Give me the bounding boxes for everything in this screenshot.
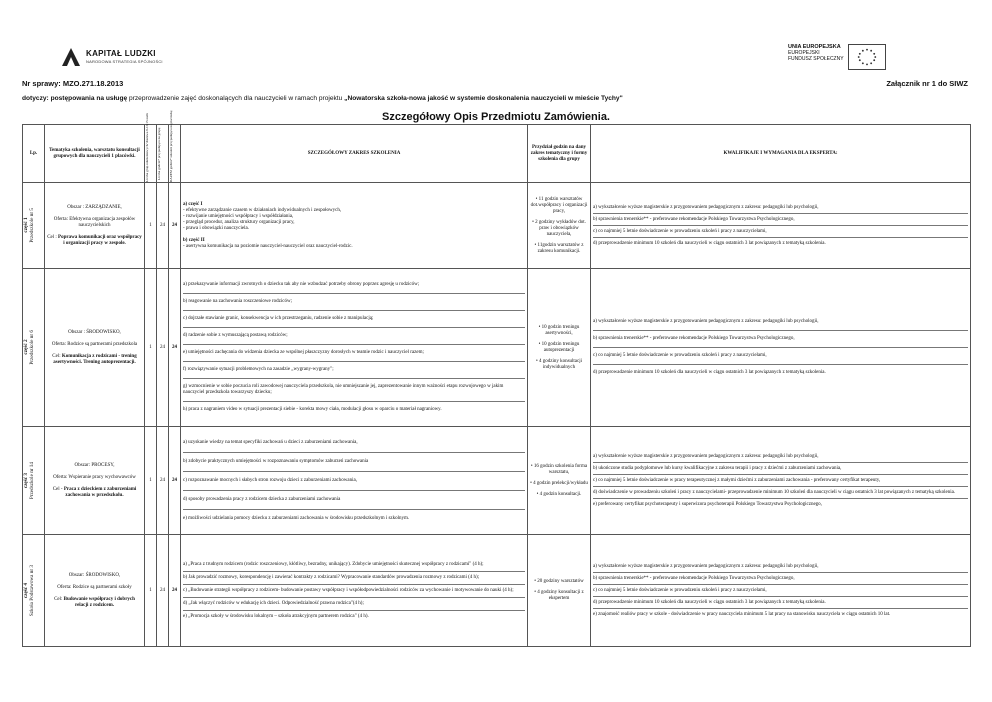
section-1-distribution-item: • 11 godzin warsztatów dot.współpracy i organizacji pracy, bbox=[530, 196, 588, 214]
section-1-qualification: a) wykształcenie wyższe magisterskie z przygotowaniem pedagogicznym z zakresu: pedagogiki lub psychologii, bbox=[593, 202, 968, 214]
section-1-scope-a-title: a) część I bbox=[183, 201, 203, 207]
section-3-qualification: c) co najmniej 5 letnie doświadczenie w pracy terapeutycznej z małymi dziećmi z zaburzeniami zachowania - preferowany certyfikat terapeuty, bbox=[593, 475, 968, 487]
section-1-scope-a-item: - prawa i obowiązki nauczyciela. bbox=[183, 225, 249, 231]
section-2-qualifications bbox=[591, 269, 971, 427]
section-1-total bbox=[169, 183, 181, 269]
section-3-qualification: d) doświadczenie w prowadzeniu szkoleń i pracy z nauczycielami- przeprowadzenie minimum 10 szkoleń dla nauczycieli w ciągu ostatnich 3 lat powiązanych z tematyką szkolenia. bbox=[593, 487, 968, 499]
section-4-scope-item: b) Jak prowadzić rozmowy, korespondencję i zawierać kontrakty z rodzicami? Wypracowanie standardów prowadzenia rozmowy z rodzicami (4 h); bbox=[183, 572, 525, 585]
section-2-qualification: d) przeprowadzenie minimum 10 szkoleń dla nauczycieli w ciągu ostatnich 3 lat powiązanych z tematyką szkolenia. bbox=[593, 370, 826, 375]
section-4-goal-prefix: Cel: bbox=[54, 596, 64, 602]
section-3-total bbox=[169, 427, 181, 535]
col-groups-label: Liczba grup szkoleniowych/ dostawa 6-10,15 osób bbox=[145, 112, 149, 182]
section-2-distribution-item: • 10 godzin treningu asertywności, bbox=[538, 324, 580, 336]
section-3-label bbox=[23, 427, 45, 535]
col-hours-total bbox=[169, 110, 181, 183]
section-4-topic bbox=[45, 535, 145, 647]
section-1-scope-a-item: - przegląd procedur, analiza struktury organizacji pracy, bbox=[183, 219, 295, 225]
concerning-line bbox=[22, 95, 623, 102]
col-groups bbox=[145, 112, 157, 183]
section-4-distribution bbox=[528, 535, 591, 647]
section-3-goal-text: Praca z dzieckiem z zaburzeniami zachowania w przedszkolu. bbox=[63, 486, 137, 498]
eu-line-3: FUNDUSZ SPOŁECZNY bbox=[788, 56, 844, 62]
section-2-offer: Oferta: Rodzice są partnerami przedszkola bbox=[51, 341, 138, 347]
section-4-vertical bbox=[23, 565, 35, 616]
section-3-hours: 24 bbox=[157, 427, 169, 535]
col-distribution: Przydział godzin na dany zakres tematyczny i formy szkolenia dla grupy bbox=[528, 125, 591, 183]
section-1-offer: Oferta: Efektywna organizacja zespołów nauczycielskich bbox=[53, 216, 136, 228]
section-4-hours: 24 bbox=[157, 535, 169, 647]
section-1-part: część 1 bbox=[23, 217, 29, 234]
section-2-total-value: 24 bbox=[172, 344, 177, 350]
section-3-total-value: 24 bbox=[172, 477, 177, 483]
col-lp: Lp. bbox=[23, 125, 45, 183]
section-1-qualification: c) co najmniej 5 letnie doświadczenie w prowadzeniu szkoleń i pracy z nauczycielami, bbox=[593, 226, 968, 238]
eu-logo-text bbox=[788, 44, 846, 62]
section-2-scope-item: b) reagowanie na zachowania roszczeniowe rodziców; bbox=[183, 294, 525, 311]
section-1-topic bbox=[45, 183, 145, 269]
section-4-area: Obszar: ŚRODOWISKO, bbox=[68, 572, 121, 578]
section-2-goal-prefix: Cel: bbox=[52, 353, 62, 359]
section-1-hours: 24 bbox=[157, 183, 169, 269]
section-2-goal-text: Komunikacja z rodzicami - trening asertywności. Trening autoprezentacji. bbox=[53, 353, 137, 365]
col-hours-per-group-label: Liczba godzin* przypadająca na grupę bbox=[157, 127, 161, 180]
section-1-distribution bbox=[528, 183, 591, 269]
section-4-total bbox=[169, 535, 181, 647]
section-4-distribution-item: • 20 godziny warsztatów bbox=[534, 579, 584, 584]
section-3-vertical bbox=[23, 462, 35, 499]
section-1-scope-b-item: - asertywna komunikacja na poziomie nauczyciel-nauczyciel oraz nauczyciel-rodzic. bbox=[183, 243, 353, 249]
section-1-distribution-item: • 2 godziny wykładów dot. praw i obowiązków nauczyciela, bbox=[532, 219, 586, 237]
kapital-ludzki-subtitle: NARODOWA STRATEGIA SPÓJNOŚCI bbox=[86, 59, 163, 64]
section-4-groups: 1 bbox=[145, 535, 157, 647]
section-2-scope-item: f) rozwiązywanie sytuacji problemowych na zasadzie „wygrany-wygrany"; bbox=[183, 362, 525, 379]
section-2-part: część 2 bbox=[23, 339, 29, 356]
section-2-label bbox=[23, 269, 45, 427]
annex-label: Załącznik nr 1 do SIWZ bbox=[886, 79, 968, 88]
section-1-school: Przedszkole nr 5 bbox=[29, 208, 35, 243]
section-1-goal-text: Poprawa komunikacji oraz współpracy i organizacji pracy w zespole. bbox=[58, 234, 142, 246]
section-4-scope-item: d) „Jak włączyć rodziców w edukację ich dzieci. Odpowiedzialność prawna rodzica"(4 h); bbox=[183, 598, 525, 611]
section-4-qualification: e) znajomość realiów pracy w szkole - doświadczenie w pracy nauczyciela minimum 5 lat pracy na stanowisku nauczyciela w ciągu ostatnich 10 lat. bbox=[593, 611, 891, 617]
section-3-part: część 3 bbox=[23, 472, 29, 489]
section-1-scope-a bbox=[183, 202, 525, 232]
section-4-goal bbox=[47, 597, 142, 609]
section-1-total-value: 24 bbox=[172, 222, 177, 228]
section-2-area: Obszar : ŚRODOWISKO, bbox=[68, 329, 121, 335]
section-4-offer: Oferta: Rodzice są partnerami szkoły bbox=[57, 584, 132, 590]
section-3-topic bbox=[45, 427, 145, 535]
section-3-scope-item: a) uzyskanie wiedzy na temat specyfiki zachowań u dzieci z zaburzeniami zachowania, bbox=[183, 434, 525, 453]
section-4-scope bbox=[181, 535, 528, 647]
logos-bar bbox=[0, 0, 992, 78]
section-2-scope bbox=[181, 269, 528, 427]
section-2-qualification: b) sprawnienia trenerskie** - preferowane rekomendacje Polskiego Towarzystwa Psychologicznego, bbox=[593, 331, 968, 348]
section-4-qualification: d) przeprowadzenie minimum 10 szkoleń dla nauczycieli w ciągu ostatnich 3 lat powiązanych z tematyką szkolenia. bbox=[593, 597, 968, 609]
section-3-distribution-item: • 16 godzin szkolenia forma warsztatu, bbox=[530, 463, 588, 475]
eu-logo bbox=[788, 44, 918, 70]
section-3-area: Obszar: PROCESY, bbox=[74, 462, 115, 468]
section-4-total-value: 24 bbox=[172, 587, 177, 593]
section-2-qualification: c) co najmniej 5 letnie doświadczenie w prowadzeniu szkoleń i pracy z nauczycielami, bbox=[593, 348, 968, 365]
section-4-label bbox=[23, 535, 45, 647]
eu-line-2: EUROPEJSKI bbox=[788, 50, 820, 56]
kapital-ludzki-logo bbox=[60, 46, 170, 68]
section-1-scope-b-title: b) część II bbox=[183, 237, 205, 243]
table-header-row bbox=[23, 125, 971, 183]
section-2-groups: 1 bbox=[145, 269, 157, 427]
section-3-offer: Oferta: Wspieranie pracy wychowawców bbox=[53, 474, 136, 480]
section-4-distribution-item: • 4 godziny konsultacji z ekspertem bbox=[534, 590, 584, 601]
table-row bbox=[23, 535, 971, 647]
section-3-school: Przedszkole nr 14 bbox=[29, 461, 35, 500]
section-4-qualification: a) wykształcenie wyższe magisterskie z przygotowaniem pedagogicznym z zakresu: pedagogiki lub psychologii, bbox=[593, 561, 968, 573]
section-3-qualification: b) ukończone studia podyplomowe lub kursy kwalifikacyjne z zakresu terapii i pracy z dziećmi z zaburzeniami zachowania, bbox=[593, 463, 968, 475]
section-3-groups: 1 bbox=[145, 427, 157, 535]
case-number: Nr sprawy: MZO.271.18.2013 bbox=[22, 79, 124, 88]
col-qualifications: KWALIFIKAJE I WYMAGANIA DLA EKSPERTA: bbox=[591, 125, 971, 183]
section-3-distribution bbox=[528, 427, 591, 535]
section-2-scope-item: e) umiejętności zachęcania do widzenia dziecka ze wspólnej płaszczyzny dorosłych w teamie rodzic i nauczyciel razem; bbox=[183, 345, 525, 362]
section-4-school: Szkoła Podstawowa nr 3 bbox=[29, 564, 35, 617]
section-3-goal bbox=[47, 487, 142, 499]
section-2-scope-item: c) dojrzałe stawianie granic, konsekwencja w ich przestrzeganiu, radzenie sobie z manipulacją; bbox=[183, 311, 525, 328]
section-4-qualification: b) sprawnienia trenerskie** - preferowane rekomendacje Polskiego Towarzystwa Psychologicznego, bbox=[593, 573, 968, 585]
kapital-ludzki-name: KAPITAŁ LUDZKI bbox=[86, 49, 156, 58]
col-hours-total-label: RAZEM godzin* szkoleń przypadająca na placówkę bbox=[169, 110, 173, 182]
section-2-scope-item: h) praca z nagraniem video w sytuacji prezentacji siebie - korekta mowy ciała, modulacji głosu w oparciu o materiał nagraniowy. bbox=[183, 407, 442, 412]
section-4-goal-text: Budowanie współpracy i dobrych relacji z rodzicem. bbox=[63, 596, 135, 608]
section-3-scope bbox=[181, 427, 528, 535]
concerning-text: przeprowadzenie zajęć doskonalących dla nauczycieli w ramach projektu bbox=[127, 95, 345, 102]
section-1-qualification: b) sprawnienia trenerskie** - preferowane rekomendacje Polskiego Towarzystwa Psychologicznego, bbox=[593, 214, 968, 226]
section-1-groups: 1 bbox=[145, 183, 157, 269]
section-3-scope-item: e) możliwości udzielania pomocy dziecku z zaburzeniami zachowania w środowisku przedszkolnym i szkolnym. bbox=[183, 515, 410, 521]
section-4-qualifications bbox=[591, 535, 971, 647]
section-2-school: Przedszkole nr 6 bbox=[29, 330, 35, 365]
section-3-scope-item: c) rozpoznawanie mocnych i słabych stron rozwoju dzieci z zaburzeniami zachowania, bbox=[183, 472, 525, 491]
project-name: „Nowatorska szkoła-nowa jakość w systemie doskonalenia nauczycieli w mieście Tychy" bbox=[344, 95, 623, 102]
section-2-goal bbox=[47, 354, 142, 366]
section-1-label bbox=[23, 183, 45, 269]
section-3-goal-prefix: Cel - bbox=[52, 486, 64, 492]
section-3-qualification: a) wykształcenie wyższe magisterskie z przygotowaniem pedagogicznym z zakresu: pedagogiki lub psychologii, bbox=[593, 451, 968, 463]
section-2-vertical bbox=[23, 330, 35, 365]
table-row bbox=[23, 427, 971, 535]
section-3-distribution-item: • 4 godzin konsultacji. bbox=[536, 491, 582, 497]
section-2-scope-item: g) wzmocnienie w sobie poczucia roli zawodowej nauczyciela przedszkola, nie umniejszanie jej, zaprezentowanie innym ważności etapu rozwojowego w jakim nauczyciel przedszkola towarzyszy dziecku; bbox=[183, 379, 525, 402]
section-2-scope-item: d) radzenie sobie z wymuszającą postawą rodziców; bbox=[183, 328, 525, 345]
section-3-qualifications bbox=[591, 427, 971, 535]
section-1-area: Obszar : ZARZĄDZANIE, bbox=[67, 204, 122, 210]
section-1-scope-a-item: - efektywne zarządzanie czasem w działaniach indywidualnych i zespołowych, bbox=[183, 207, 342, 213]
section-2-distribution-item: • 10 godzin treningu autoprezentacji bbox=[538, 341, 580, 353]
section-1-scope bbox=[181, 183, 528, 269]
section-2-total bbox=[169, 269, 181, 427]
col-scope: SZCZEGÓŁOWY ZAKRES SZKOLENIA bbox=[181, 125, 528, 183]
section-1-qualification: d) przeprowadzenie minimum 10 szkoleń dla nauczycieli w ciągu ostatnich 3 lat powiązanych z tematyką szkolenia. bbox=[593, 240, 826, 246]
section-2-scope-item: a) przekazywanie informacji zwrotnych o dziecku tak aby nie wzbudzać potrzeby obrony poprzez agresję u rodziców; bbox=[183, 277, 525, 294]
section-3-qualification: e) preferowany certyfikat psychoterapeuty i superwizora psychoterapii Polskiego Towarzystwa Psychologicznego, bbox=[593, 501, 822, 507]
concerning-label: dotyczy: postępowania na usługę bbox=[22, 95, 128, 102]
section-1-distribution-item: • 11godzin warsztatów z zakresu komunikacji. bbox=[534, 242, 584, 254]
table-row bbox=[23, 183, 971, 269]
section-1-vertical bbox=[23, 208, 35, 243]
col-topic: Tematyka szkolenia, warsztatu konsultacji grupowych dla nauczycieli 1 placówki. bbox=[45, 125, 145, 183]
kapital-ludzki-mark-icon bbox=[60, 46, 82, 68]
section-4-qualification: c) co najmniej 5 letnie doświadczenie w prowadzeniu szkoleń i pracy z nauczycielami, bbox=[593, 585, 968, 597]
section-3-scope-item: d) sposoby prowadzenia pracy z rodzicem dziecka z zaburzeniami zachowania bbox=[183, 491, 525, 510]
section-1-qualifications bbox=[591, 183, 971, 269]
section-1-goal-prefix: Cel : bbox=[47, 234, 59, 240]
section-2-topic bbox=[45, 269, 145, 427]
section-3-scope-item: b) zdobycie praktycznych umiejętności w rozpoznawaniu symptomów zaburzeń zachowania bbox=[183, 453, 525, 472]
eu-line-1: UNIA EUROPEJSKA bbox=[788, 44, 841, 50]
section-4-scope-item: a) „Praca z trudnym rodzicem (rodzic roszczeniowy, kłótliwy, bezradny, unikający). Zdobycie umiejętności skutecznej współpracy z rodzicami" (4 h); bbox=[183, 559, 525, 572]
section-1-goal bbox=[47, 235, 142, 247]
section-4-scope-item: e) „Promocja szkoły w środowisku lokalnym – szkoła atrakcyjnym partnerem rodzica" (4 h). bbox=[183, 613, 369, 619]
section-4-part: część 4 bbox=[23, 582, 29, 599]
section-1-scope-b bbox=[183, 238, 525, 250]
section-2-distribution-item: • 4 godziny konsultacji indywidualnych bbox=[535, 358, 583, 370]
table-row bbox=[23, 269, 971, 427]
section-3-distribution-item: • 4 godzin prelekcji/wykładu bbox=[530, 480, 588, 486]
document-title: Szczegółowy Opis Przedmiotu Zamówienia. bbox=[382, 111, 610, 123]
section-1-scope-a-item: - rozwijanie umiejętności współpracy i współdziałania, bbox=[183, 213, 294, 219]
section-2-distribution bbox=[528, 269, 591, 427]
section-2-qualification: a) wykształcenie wyższe magisterskie z przygotowaniem pedagogicznym z zakresu: pedagogiki lub psychologii, bbox=[593, 314, 968, 331]
section-4-scope-item: c) „Budowanie strategii współpracy z rodzicem- budowanie postawy współpracy i współodpowiedzialności rodziców za wychowanie i motywowanie do nauki (4 h); bbox=[183, 585, 525, 598]
section-2-hours: 24 bbox=[157, 269, 169, 427]
col-hours-per-group bbox=[157, 125, 169, 183]
eu-flag-icon bbox=[848, 44, 886, 70]
